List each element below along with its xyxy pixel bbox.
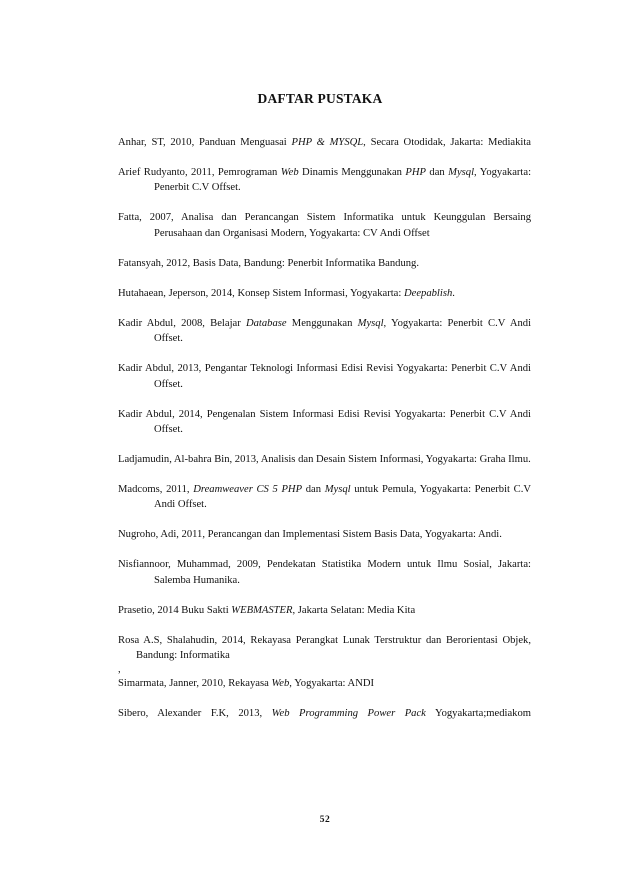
reference-text: , Yogyakarta: Penerbit C.V Andi Offset. xyxy=(154,317,532,345)
reference-text: Kadir Abdul, 2014, Pengenalan Sistem Informasi Edisi Revisi Yogyakarta: Penerbit C.V Andi Offset. xyxy=(118,408,531,436)
reference-italic-text: WEBMASTER xyxy=(231,604,293,616)
reference-italic-text: Mysql xyxy=(324,484,351,496)
reference-arief xyxy=(118,165,531,196)
reference-italic-text: Web Programming Power Pack xyxy=(271,708,426,720)
reference-text: Kadir Abdul, 2013, Pengantar Teknologi Informasi Edisi Revisi Yogyakarta: Penerbit C.V Andi Offset. xyxy=(118,363,531,390)
reference-italic-text: Deepablish xyxy=(403,287,453,299)
reference-italic-text: PHP xyxy=(405,167,426,178)
reference-text: Nugroho, Adi, 2011, Perancangan dan Implementasi Sistem Basis Data, Yogyakarta: Andi. xyxy=(118,529,502,541)
reference-text: Kadir Abdul, 2008, Belajar xyxy=(118,317,246,329)
reference-sibero xyxy=(118,706,531,721)
reference-fatansyah xyxy=(118,256,531,271)
reference-nisfiannoor xyxy=(118,557,531,588)
reference-text: Anhar, ST, 2010, Panduan Menguasai xyxy=(118,137,292,148)
reference-ladjamudin xyxy=(118,452,531,467)
reference-text: Fatansyah, 2012, Basis Data, Bandung: Penerbit Informatika Bandung. xyxy=(118,257,419,269)
reference-text: Sibero, Alexander F.K, 2013, xyxy=(118,708,272,720)
reference-text: , Secara Otodidak, Jakarta: Mediakita xyxy=(363,137,532,148)
reference-kadir-2013 xyxy=(118,361,531,392)
reference-text: dan xyxy=(302,484,325,496)
reference-text: , xyxy=(118,664,121,676)
reference-rosa xyxy=(118,633,531,664)
reference-text: Menggunakan xyxy=(286,317,358,329)
reference-kadir-2014 xyxy=(118,407,531,438)
reference-text: Fatta, 2007, Analisa dan Perancangan Sistem Informatika untuk Keunggulan Bersaing Perusahaan dan Organisasi Modern, Yogyakarta: CV Andi Offset xyxy=(118,212,531,239)
reference-italic-text: Mysql xyxy=(357,317,384,329)
reference-anhar xyxy=(118,135,531,150)
reference-text: Madcoms, 2011, xyxy=(118,484,194,496)
reference-kadir-2008 xyxy=(118,316,531,347)
reference-simarmata xyxy=(118,676,531,691)
reference-italic-text: Dreamweaver CS 5 PHP xyxy=(193,484,303,496)
stray-comma xyxy=(118,664,531,676)
reference-text: Hutahaean, Jeperson, 2014, Konsep Sistem Informasi, Yogyakarta: xyxy=(118,287,404,299)
reference-text: , Jakarta Selatan: Media Kita xyxy=(292,604,416,616)
reference-text: , Yogyakarta: ANDI xyxy=(289,678,375,690)
reference-fatta xyxy=(118,210,531,241)
reference-text: Arief Rudyanto, 2011, Pemrograman xyxy=(118,167,281,178)
reference-prasetio xyxy=(118,603,531,618)
reference-italic-text: Mysql xyxy=(448,167,475,178)
reference-text: , Yogyakarta: Penerbit C.V Offset. xyxy=(154,167,532,194)
reference-text: dan xyxy=(426,167,449,178)
reference-text: Simarmata, Janner, 2010, Rekayasa xyxy=(118,678,272,690)
reference-text: Ladjamudin, Al-bahra Bin, 2013, Analisis dan Desain Sistem Informasi, Yogyakarta: Graha Ilmu. xyxy=(118,454,531,466)
reference-madcoms xyxy=(118,482,531,513)
reference-text: Rosa A.S, Shalahudin, 2014, Rekayasa Perangkat Lunak Terstruktur dan Berorientasi Objek, Bandung: Informatika xyxy=(118,634,531,662)
reference-italic-text: PHP & MYSQL xyxy=(291,137,364,148)
reference-italic-text: Web xyxy=(280,167,299,178)
reference-hutahaean xyxy=(118,286,531,301)
reference-list xyxy=(118,135,531,736)
page-title: DAFTAR PUSTAKA xyxy=(257,91,383,106)
reference-nugroho xyxy=(118,527,531,542)
reference-italic-text: Web xyxy=(271,678,290,690)
reference-text: Nisfiannoor, Muhammad, 2009, Pendekatan Statistika Modern untuk Ilmu Sosial, Jakarta: Salemba Humanika. xyxy=(118,559,531,586)
reference-text: Prasetio, 2014 Buku Sakti xyxy=(118,604,232,616)
reference-text: untuk Pemula, Yogyakarta: Penerbit C.V Andi Offset. xyxy=(154,484,532,511)
page-number: 52 xyxy=(319,815,331,825)
reference-text: Dinamis Menggunakan xyxy=(298,167,406,178)
reference-text: . xyxy=(452,287,455,299)
reference-italic-text: Database xyxy=(245,317,287,329)
reference-text: Yogyakarta;mediakom xyxy=(425,708,531,720)
